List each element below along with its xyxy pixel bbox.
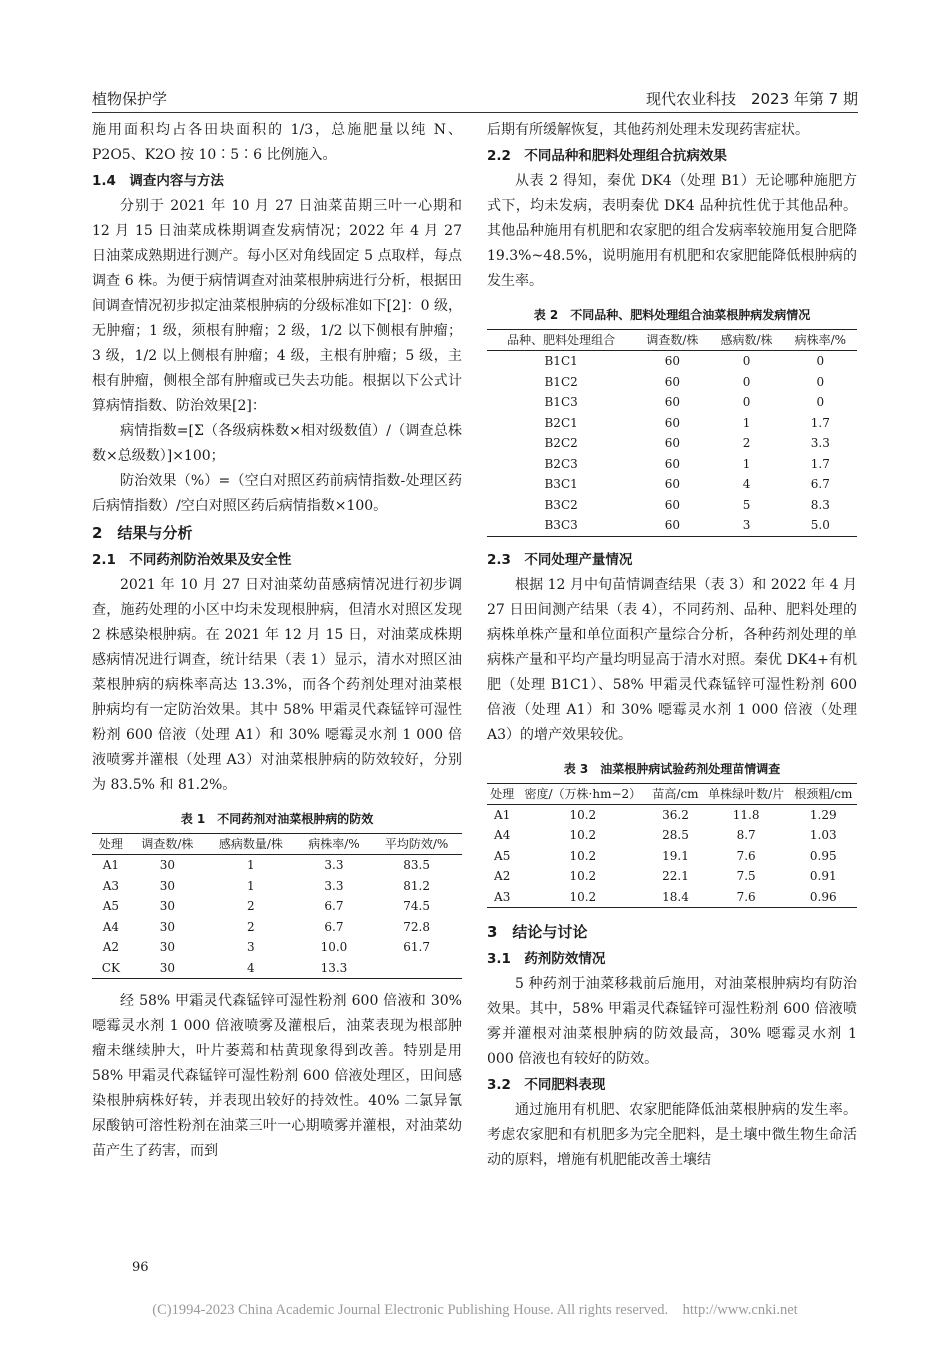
- table1-cell: 83.5: [403, 858, 430, 872]
- table2-cell: B3C3: [544, 518, 578, 532]
- section-label: 植物保护学: [92, 90, 168, 108]
- table3-cell: 10.2: [569, 848, 597, 863]
- table2-cell: 60: [664, 477, 680, 491]
- table2-row: [487, 392, 857, 413]
- table1-cell: A5: [102, 899, 119, 913]
- formula-disease-index: 病情指数=[Σ（各级病株数×相对级数值）/（调查总株数×总级数）]×100；: [92, 423, 462, 464]
- table3-cell: 28.5: [662, 828, 689, 842]
- table2-cell: 0: [816, 354, 825, 368]
- table2-cell: 8.3: [810, 497, 830, 512]
- table1-cell: 3: [247, 940, 255, 954]
- heading-3: 3 结论与讨论: [487, 923, 588, 941]
- table1-cell: [371, 958, 462, 979]
- paragraph-2-2: 从表 2 得知，秦优 DK4（处理 B1）无论哪种施肥方式下，均未发病，表明秦优 DK4 品种抗性优于其他品种。其他品种施用有机肥和农家肥的组合发病率较施用复合肥降 19.3%~48.5%，说明施用有机肥和农家肥能降低根肿病的发生率。: [487, 173, 857, 289]
- table2-cell: 1.7: [810, 456, 830, 471]
- table3-cell: 10.2: [569, 828, 597, 842]
- table1-cell: 30: [159, 899, 176, 913]
- left-column: [92, 118, 462, 1164]
- table1-cell: A2: [102, 940, 119, 954]
- table2-cell: 60: [664, 354, 680, 368]
- table1-cell: 61.7: [403, 940, 430, 954]
- table1-cell: 2: [247, 899, 255, 913]
- table1-cell: 30: [159, 919, 176, 934]
- table2-cell: 1: [742, 415, 751, 430]
- table2-cell: 0: [816, 395, 825, 409]
- heading-3-1: 3.1 药剂防效情况: [487, 951, 606, 967]
- table2-row: [487, 351, 857, 372]
- table1-cell: 3.3: [324, 858, 344, 872]
- table3-cell: 18.4: [662, 889, 689, 904]
- heading-2-2: 2.2 不同品种和肥料处理组合抗病效果: [487, 148, 727, 164]
- page-number: 96: [132, 1260, 149, 1275]
- table3-header: 苗高/cm: [648, 783, 702, 804]
- table1-cell: 1: [247, 858, 255, 872]
- table2-row: [487, 433, 857, 454]
- table3-cell: A4: [494, 828, 511, 842]
- table1-cell: 30: [159, 878, 176, 893]
- table1-row: [92, 917, 462, 938]
- table3-header: 处理: [487, 783, 517, 804]
- table2-cell: 60: [664, 395, 680, 409]
- table2-header: 病株率/%: [784, 330, 857, 351]
- table3-cell: 1.03: [809, 828, 837, 842]
- table2-header: 感病数/株: [709, 330, 783, 351]
- table2-cell: B3C1: [544, 477, 578, 491]
- table2-cell: B3C2: [544, 497, 578, 512]
- table3-cell: 8.7: [736, 828, 756, 842]
- table1-header: 感病数量/株: [205, 834, 297, 855]
- table3: [487, 783, 857, 909]
- table2-cell: 60: [664, 456, 680, 471]
- table1-cell: 13.3: [320, 960, 348, 975]
- table1-cell: 10.0: [320, 940, 348, 954]
- table2-cell: 1: [742, 456, 751, 471]
- table1-cell: CK: [101, 960, 120, 975]
- table1-cell: 30: [159, 960, 176, 975]
- table2-row: [487, 454, 857, 475]
- table1-cell: 4: [247, 960, 255, 975]
- table2-cell: 60: [664, 436, 680, 450]
- paragraph-intro: 施用面积均占各田块面积的 1/3，总施肥量以纯 N、P2O5、K2O 按 10∶5∶6 比例施入。: [92, 122, 462, 163]
- table2-cell: 5.0: [810, 518, 830, 532]
- right-column: [487, 118, 857, 1173]
- table3-cell: A2: [494, 869, 511, 883]
- table3-row: [487, 825, 857, 846]
- table2-cell: 0: [742, 395, 751, 409]
- paragraph-3-1: 5 种药剂于油菜移栽前后施用，对油菜根肿病均有防治效果。其中，58% 甲霜灵代森锰锌可湿性粉剂 600 倍液喷雾并灌根对油菜根肿病的防效最高，30% 噁霉灵水剂 1 000 倍液也有较好的防效。: [487, 976, 857, 1067]
- table3-header: 密度/（万株·hm−2）: [517, 783, 648, 804]
- table2-cell: 60: [664, 518, 680, 532]
- running-header: [92, 86, 858, 113]
- table3-cell: A3: [494, 889, 511, 904]
- table1-cell: 30: [159, 858, 176, 872]
- table2-cell: 3: [742, 518, 751, 532]
- table3-row: [487, 804, 857, 825]
- table3-cell: 10.2: [569, 889, 597, 904]
- table3-row: [487, 866, 857, 887]
- paragraph-continued: 后期有所缓解恢复，其他药剂处理未发现药害症状。: [487, 122, 809, 138]
- table2-cell: B2C1: [544, 415, 578, 430]
- table2-cell: 6.7: [810, 477, 830, 491]
- heading-2-1: 2.1 不同药剂防治效果及安全性: [92, 552, 292, 568]
- table1-cell: 74.5: [403, 899, 430, 913]
- table3-cell: 0.91: [809, 869, 837, 883]
- table3-row: [487, 846, 857, 867]
- paragraph-after-table1: 经 58% 甲霜灵代森锰锌可湿性粉剂 600 倍液和 30% 噁霉灵水剂 1 000 倍液喷雾及灌根后，油菜表现为根部肿瘤未继续肿大，叶片萎蔫和枯黄现象得到改善。特别是用 58% 甲霜灵代森锰锌可湿性粉剂 600 倍液处理区，田间感染根肿病株好转，并表现出较好的持效性。40% 二氯异氰尿酸钠可溶性粉剂在油菜三叶一心期喷雾并灌根，对油菜幼苗产生了药害，而到: [92, 993, 462, 1159]
- table1-row: [92, 896, 462, 917]
- table1-header: 平均防效/%: [371, 834, 462, 855]
- table3-cell: 11.8: [732, 807, 760, 822]
- table1-row: [92, 876, 462, 897]
- table1-cell: 6.7: [324, 899, 344, 913]
- table1-cell: 72.8: [403, 919, 430, 934]
- heading-2-3: 2.3 不同处理产量情况: [487, 551, 633, 568]
- table3-row: [487, 887, 857, 908]
- table3-cell: 22.1: [662, 869, 689, 883]
- table2-cell: 0: [816, 374, 825, 389]
- table2-row: [487, 495, 857, 516]
- table2-cell: 5: [742, 497, 751, 512]
- table1-cell: 3.3: [324, 878, 344, 893]
- heading-1-4: 1.4 调查内容与方法: [92, 173, 224, 189]
- paragraph-2-1: 2021 年 10 月 27 日对油菜幼苗感病情况进行初步调查，施药处理的小区中均未发现根肿病，但清水对照区发现 2 株感染根肿病。在 2021 年 12 月 15 日，对油菜成株期感病情况进行调查，统计结果（表 1）显示，清水对照区油菜根肿病的病株率高达 13.3%，而各个药剂处理对油菜根肿病均有一定防治效果。其中 58% 甲霜灵代森锰锌可湿性粉剂 600 倍液（处理 A1）和 30% 噁霉灵水剂 1 000 倍液喷雾并灌根（处理 A3）对油菜根肿病的防效较好，分别为 83.5% 和 81.2%。: [92, 577, 462, 793]
- table2-cell: B2C2: [544, 436, 578, 450]
- table1-cell: A4: [102, 919, 119, 934]
- table3-caption: 表 3 油菜根肿病试验药剂处理苗情调查: [563, 761, 781, 776]
- table3-cell: 10.2: [569, 869, 597, 883]
- table2-cell: 4: [742, 477, 751, 491]
- table1-caption: 表 1 不同药剂对油菜根肿病的防效: [180, 812, 374, 826]
- table1-row: [92, 855, 462, 876]
- table3-cell: 7.5: [736, 869, 756, 883]
- table1-row: [92, 937, 462, 958]
- table3-cell: 0.95: [809, 848, 837, 863]
- table2-cell: 0: [742, 374, 751, 389]
- table2-cell: 60: [664, 415, 680, 430]
- table2-cell: 0: [742, 354, 751, 368]
- paragraph-2-3: 根据 12 月中旬苗情调查结果（表 3）和 2022 年 4 月 27 日田间测产结果（表 4），不同药剂、品种、肥料处理的病株单株产量和单位面积产量综合分析，各种药剂处理的单病株产量和平均产量均明显高于清水对照。秦优 DK4+有机肥（处理 B1C1）、58% 甲霜灵代森锰锌可湿性粉剂 600 倍液（处理 A1）和 30% 噁霉灵水剂 1 000 倍液（处理 A3）的增产效果较优。: [487, 576, 857, 743]
- table3-cell: 7.6: [736, 848, 756, 863]
- copyright-footer: (C)1994-2023 China Academic Journal Electronic Publishing House. All rights reserved. http://www.cnki.net: [152, 1302, 798, 1318]
- table1-cell: 1: [247, 878, 255, 893]
- formula-control-effect: 防治效果（%）=（空白对照区药前病情指数-处理区药后病情指数）/空白对照区药后病情指数×100。: [92, 473, 462, 514]
- table3-cell: A1: [494, 807, 511, 822]
- table2-cell: 60: [664, 374, 680, 389]
- table1-header: 调查数/株: [130, 834, 205, 855]
- table2-cell: 3.3: [810, 436, 830, 450]
- table3-cell: 10.2: [569, 807, 597, 822]
- table2-cell: 60: [664, 497, 680, 512]
- table3-cell: 36.2: [662, 807, 689, 822]
- table1-header: 处理: [92, 834, 130, 855]
- heading-2: 2 结果与分析: [92, 524, 193, 542]
- table2: [487, 329, 857, 537]
- table2-row: [487, 474, 857, 495]
- table2-cell: B1C2: [544, 374, 578, 389]
- table3-header: 根颈粗/cm: [790, 783, 857, 804]
- table2-row: [487, 515, 857, 536]
- table1-header: 病株率/%: [297, 834, 372, 855]
- table1-cell: A3: [102, 878, 119, 893]
- table2-header: 品种、肥料处理组合: [487, 330, 635, 351]
- heading-3-2: 3.2 不同肥料表现: [487, 1077, 606, 1093]
- paragraph-3-2: 通过施用有机肥、农家肥能降低油菜根肿病的发生率。考虑农家肥和有机肥多为完全肥料，是土壤中微生物生命活动的原料，增施有机肥能改善土壤结: [487, 1102, 857, 1168]
- table3-cell: 1.29: [809, 807, 837, 822]
- table3-cell: 0.96: [809, 889, 837, 904]
- table1-cell: 6.7: [324, 919, 344, 934]
- table3-cell: A5: [494, 848, 511, 863]
- table1-cell: A1: [102, 858, 119, 872]
- table2-cell: 2: [742, 436, 751, 450]
- table2-cell: B1C1: [544, 354, 578, 368]
- table2-caption: 表 2 不同品种、肥料处理组合油菜根肿病发病情况: [533, 308, 811, 322]
- table2-cell: 1.7: [810, 415, 830, 430]
- table2-cell: B2C3: [544, 456, 578, 471]
- table1-cell: 30: [159, 940, 176, 954]
- paragraph-1-4: 分别于 2021 年 10 月 27 日油菜苗期三叶一心期和 12 月 15 日油菜成株期调查发病情况；2022 年 4 月 27 日油菜成熟期进行测产。每小区对角线固定 5 点取样，每点调查 6 株。为便于病情调查对油菜根肿病进行分析，根据田间调查情况初步拟定油菜根肿病的分级标准如下[2]：0 级，无肿瘤；1 级，须根有肿瘤；2 级，1/2 以下侧根有肿瘤；3 级，1/2 以上侧根有肿瘤；4 级，主根有肿瘤；5 级，主根有肿瘤，侧根全部有肿瘤或已失去功能。根据以下公式计算病情指数、防治效果[2]：: [92, 198, 462, 414]
- table2-header: 调查数/株: [635, 330, 709, 351]
- table1-cell: 81.2: [403, 878, 430, 893]
- table2-row: [487, 413, 857, 434]
- table3-header: 单株绿叶数/片: [703, 783, 790, 804]
- table1-row: [92, 958, 462, 979]
- table2-row: [487, 372, 857, 393]
- table1-cell: 2: [247, 919, 255, 934]
- table3-cell: 7.6: [736, 889, 756, 904]
- journal-issue: 现代农业科技 2023 年第 7 期: [645, 90, 858, 108]
- table2-cell: B1C3: [544, 395, 578, 409]
- table1: [92, 833, 462, 979]
- table3-cell: 19.1: [662, 848, 689, 863]
